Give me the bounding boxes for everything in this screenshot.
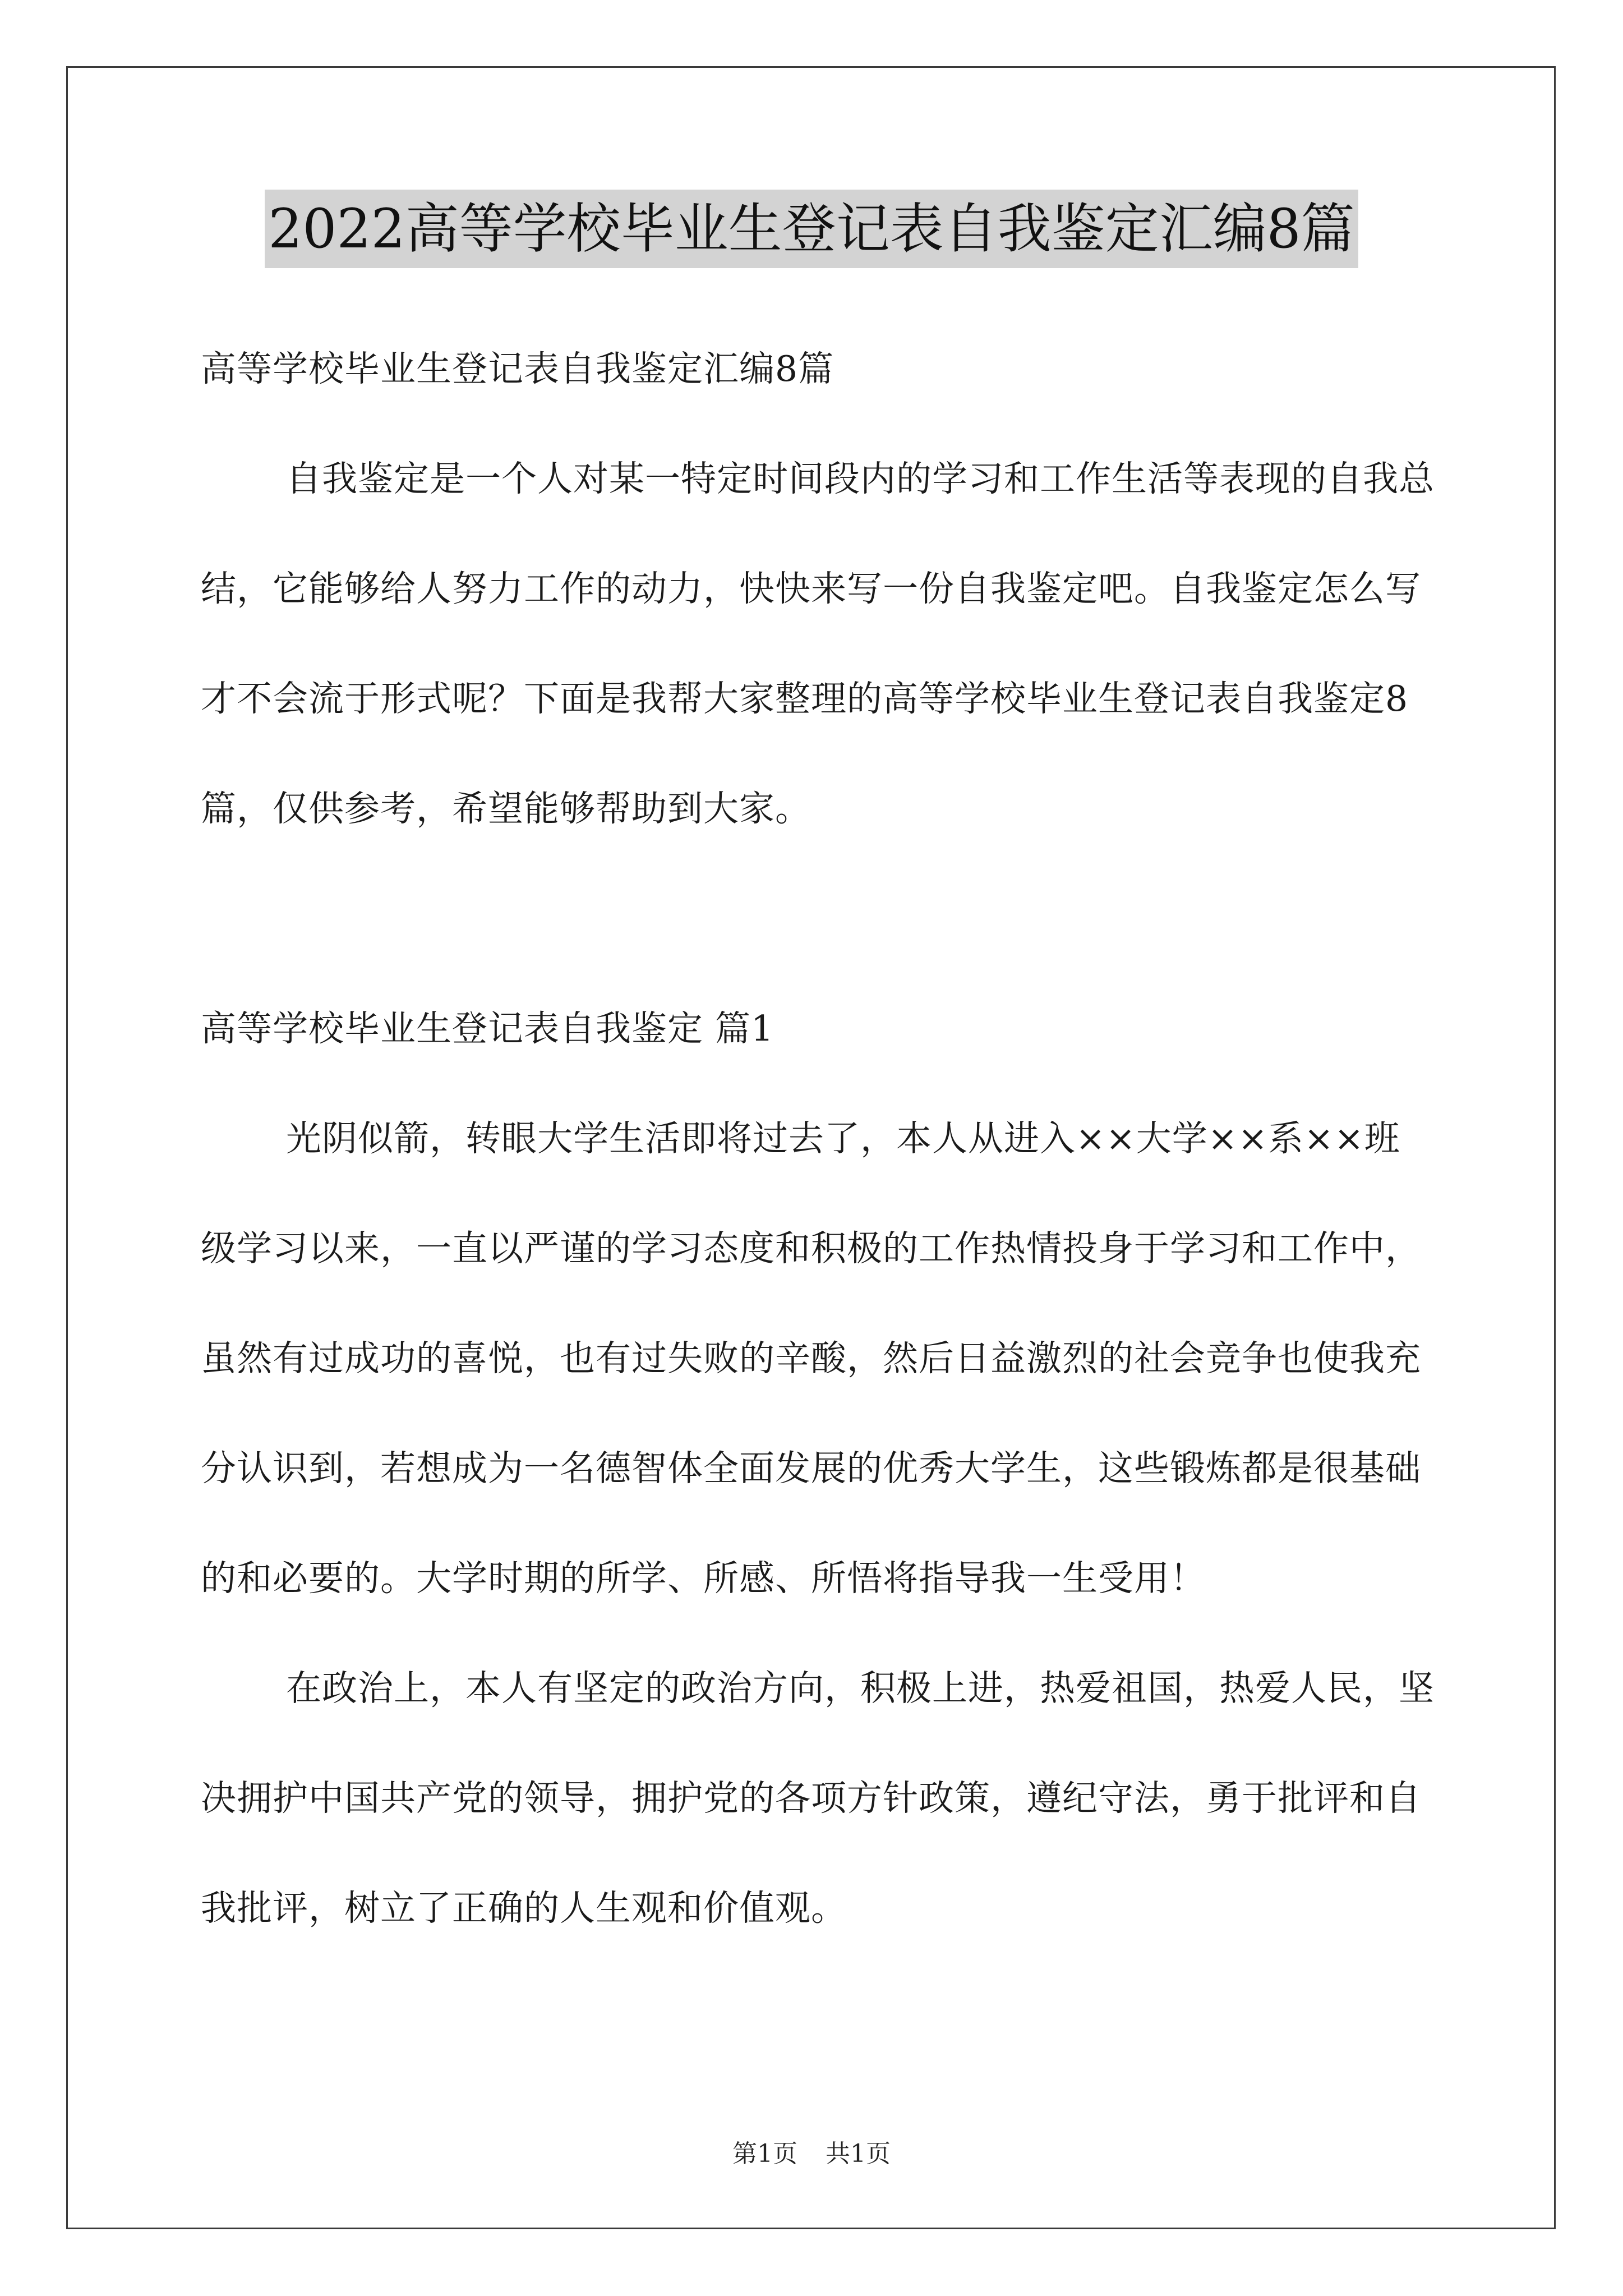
document-title-block: [0, 190, 1623, 268]
page-total: 共1页: [826, 2139, 891, 2168]
section-heading: 高等学校毕业生登记表自我鉴定 篇1: [201, 1008, 774, 1049]
document-body: [201, 314, 1435, 1963]
page-footer: [0, 2137, 1623, 2171]
body-paragraph: 光阴似箭，转眼大学生活即将过去了，本人从进入××大学××系××班级学习以来，一直以严谨的学习态度和积极的工作热情投身于学习和工作中，虽然有过成功的喜悦，也有过失败的辛酸，然后日益激烈的社会竞争也使我充分认识到，若想成为一名德智体全面发展的优秀大学生，这些锻炼都是很基础的和必要的。大学时期的所学、所感、所悟将指导我一生受用！: [201, 1118, 1421, 1599]
document-title: 2022高等学校毕业生登记表自我鉴定汇编8篇: [265, 190, 1358, 268]
document-subtitle: 高等学校毕业生登记表自我鉴定汇编8篇: [201, 348, 834, 389]
page-number: 第1页: [732, 2139, 797, 2168]
body-paragraph: 在政治上，本人有坚定的政治方向，积极上进，热爱祖国，热爱人民，坚决拥护中国共产党的领导，拥护党的各项方针政策，遵纪守法，勇于批评和自我批评，树立了正确的人生观和价值观。: [201, 1668, 1435, 1929]
intro-paragraph: 自我鉴定是一个人对某一特定时间段内的学习和工作生活等表现的自我总结，它能够给人努力工作的动力，快快来写一份自我鉴定吧。自我鉴定怎么写才不会流于形式呢？下面是我帮大家整理的高等学校毕业生登记表自我鉴定8篇，仅供参考，希望能够帮助到大家。: [201, 458, 1435, 829]
